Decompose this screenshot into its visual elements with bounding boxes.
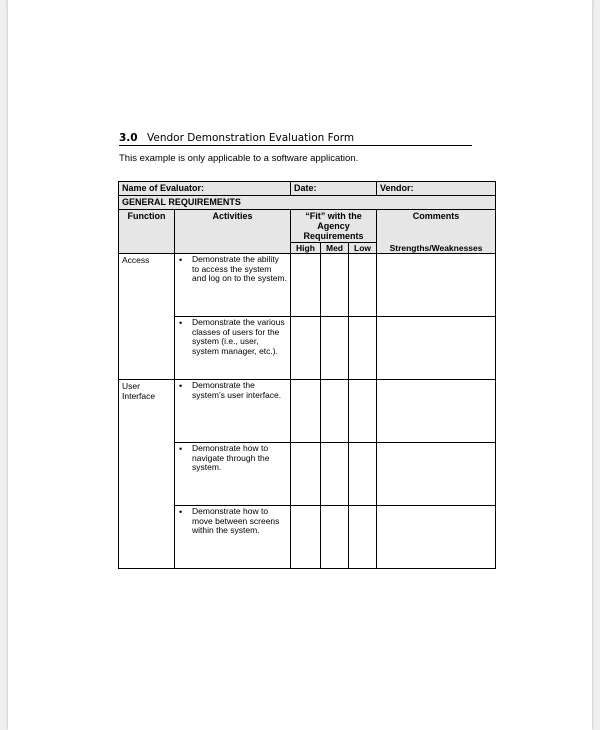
comments-cell[interactable]	[377, 317, 496, 380]
activities-header: Activities	[175, 210, 291, 254]
activity-text: Demonstrate how to navigate through the system.	[192, 443, 270, 472]
table-row	[119, 506, 496, 569]
high-rating-cell[interactable]	[291, 254, 321, 317]
vendor-cell[interactable]: Vendor:	[377, 182, 496, 196]
med-rating-cell[interactable]	[321, 443, 349, 506]
table-row	[119, 254, 496, 317]
function-header: Function	[119, 210, 175, 254]
comments-cell[interactable]	[377, 506, 496, 569]
high-rating-cell[interactable]	[291, 443, 321, 506]
section-heading	[119, 132, 472, 146]
function-access: Access	[119, 254, 175, 380]
med-rating-cell[interactable]	[321, 506, 349, 569]
evaluator-name-cell[interactable]: Name of Evaluator:	[119, 182, 291, 196]
low-rating-cell[interactable]	[349, 254, 377, 317]
med-rating-cell[interactable]	[321, 380, 349, 443]
general-requirements-header: GENERAL REQUIREMENTS	[119, 196, 496, 210]
activity-cell	[175, 317, 291, 380]
strengths-weaknesses-header: Strengths/Weaknesses	[377, 243, 496, 254]
med-header: Med	[321, 243, 349, 254]
activity-cell	[175, 380, 291, 443]
activity-text: Demonstrate the ability to access the system and log on to the system.	[192, 254, 287, 283]
bullet-icon: •	[179, 255, 183, 265]
section-number: 3.0	[119, 132, 138, 144]
evaluation-form-table	[118, 181, 496, 569]
table-row	[119, 443, 496, 506]
activity-cell	[175, 506, 291, 569]
comments-cell[interactable]	[377, 254, 496, 317]
low-rating-cell[interactable]	[349, 317, 377, 380]
comments-cell[interactable]	[377, 380, 496, 443]
table-row	[119, 317, 496, 380]
fit-header: “Fit” with the Agency Requirements	[291, 210, 377, 243]
date-cell[interactable]: Date:	[291, 182, 377, 196]
bullet-icon: •	[179, 444, 183, 454]
bullet-icon: •	[179, 507, 183, 517]
bullet-icon: •	[179, 381, 183, 391]
high-rating-cell[interactable]	[291, 506, 321, 569]
comments-cell[interactable]	[377, 443, 496, 506]
table-row	[119, 380, 496, 443]
function-user-interface: User Interface	[119, 380, 175, 569]
med-rating-cell[interactable]	[321, 254, 349, 317]
activity-text: Demonstrate how to move between screens within the system.	[192, 506, 280, 535]
bullet-icon: •	[179, 318, 183, 328]
form-title: Vendor Demonstration Evaluation Form	[147, 132, 355, 144]
low-rating-cell[interactable]	[349, 380, 377, 443]
high-header: High	[291, 243, 321, 254]
high-rating-cell[interactable]	[291, 380, 321, 443]
high-rating-cell[interactable]	[291, 317, 321, 380]
activity-text: Demonstrate the system’s user interface.	[192, 380, 282, 400]
low-rating-cell[interactable]	[349, 443, 377, 506]
activity-cell	[175, 443, 291, 506]
intro-text: This example is only applicable to a software application.	[119, 153, 359, 164]
low-rating-cell[interactable]	[349, 506, 377, 569]
activity-text: Demonstrate the various classes of users for the system (i.e., user, system manager, etc.).	[192, 317, 285, 356]
comments-header: Comments	[377, 210, 496, 243]
low-header: Low	[349, 243, 377, 254]
med-rating-cell[interactable]	[321, 317, 349, 380]
activity-cell	[175, 254, 291, 317]
